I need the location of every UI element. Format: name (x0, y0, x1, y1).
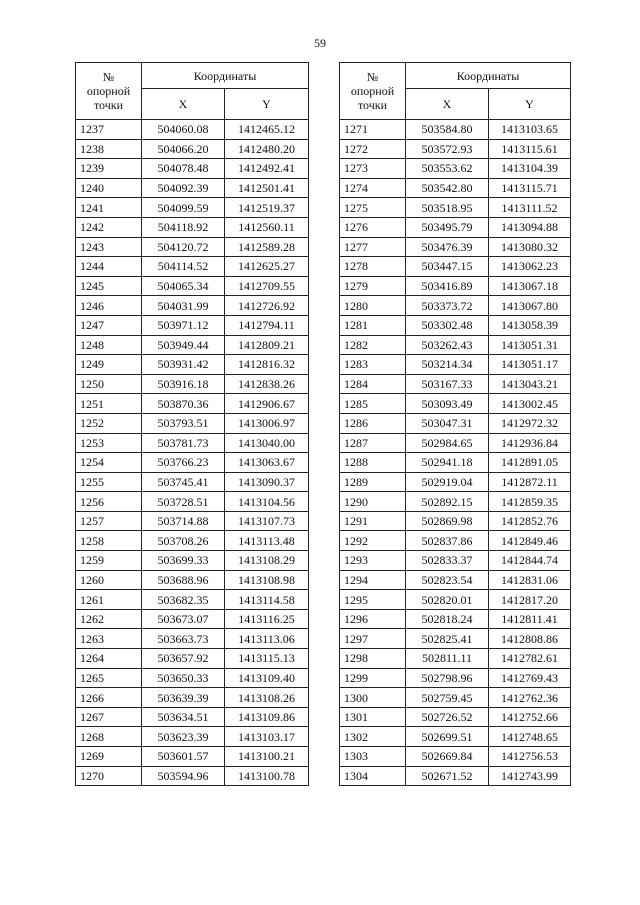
header-numero-sign: № (366, 70, 379, 84)
table-row (340, 511, 571, 531)
point-number-cell: 1292 (340, 531, 406, 551)
y-coordinate-cell: 1412782.61 (489, 649, 571, 669)
y-coordinate-cell: 1412560.11 (225, 217, 309, 237)
table-row (76, 394, 309, 414)
x-header: X (406, 89, 489, 120)
x-coordinate-cell: 502825.41 (406, 629, 489, 649)
y-coordinate-cell: 1413067.18 (489, 276, 571, 296)
x-coordinate-cell: 503495.79 (406, 217, 489, 237)
table-row (340, 707, 571, 727)
x-coordinate-cell: 502892.15 (406, 492, 489, 512)
header-opornoy: опорной (86, 84, 131, 98)
table-row (76, 237, 309, 257)
y-coordinate-cell: 1412852.76 (489, 511, 571, 531)
x-coordinate-cell: 503214.34 (406, 355, 489, 375)
table-row (340, 727, 571, 747)
table-row (340, 355, 571, 375)
table-row (340, 217, 571, 237)
point-number-cell: 1296 (340, 609, 406, 629)
y-header: Y (489, 89, 571, 120)
y-coordinate-cell: 1413107.73 (225, 511, 309, 531)
point-number-cell: 1289 (340, 472, 406, 492)
point-number-cell: 1271 (340, 120, 406, 140)
point-number-cell: 1281 (340, 315, 406, 335)
y-coordinate-cell: 1412906.67 (225, 394, 309, 414)
point-number-cell: 1293 (340, 551, 406, 571)
point-number-cell: 1288 (340, 453, 406, 473)
y-coordinate-cell: 1413002.45 (489, 394, 571, 414)
y-coordinate-cell: 1413090.37 (225, 472, 309, 492)
table-row (76, 139, 309, 159)
y-coordinate-cell: 1412831.06 (489, 570, 571, 590)
x-coordinate-cell: 502984.65 (406, 433, 489, 453)
y-coordinate-cell: 1413111.52 (489, 198, 571, 218)
y-coordinate-cell: 1413104.56 (225, 492, 309, 512)
x-coordinate-cell: 504099.59 (142, 198, 225, 218)
y-coordinate-cell: 1412709.55 (225, 276, 309, 296)
point-number-cell: 1272 (340, 139, 406, 159)
table-row (340, 198, 571, 218)
point-number-cell: 1295 (340, 590, 406, 610)
point-number-cell: 1240 (76, 178, 142, 198)
y-coordinate-cell: 1413108.98 (225, 570, 309, 590)
point-number-cell: 1298 (340, 649, 406, 669)
table-row (340, 394, 571, 414)
table-row (76, 453, 309, 473)
point-number-cell: 1303 (340, 747, 406, 767)
y-coordinate-cell: 1412811.41 (489, 609, 571, 629)
point-number-cell: 1304 (340, 766, 406, 786)
y-coordinate-cell: 1412809.21 (225, 335, 309, 355)
table-row (340, 590, 571, 610)
table-row (76, 355, 309, 375)
x-coordinate-cell: 502726.52 (406, 707, 489, 727)
x-coordinate-cell: 502833.37 (406, 551, 489, 571)
table-row (340, 531, 571, 551)
y-coordinate-cell: 1412872.11 (489, 472, 571, 492)
x-coordinate-cell: 504114.52 (142, 257, 225, 277)
point-number-cell: 1261 (76, 590, 142, 610)
point-number-cell: 1259 (76, 551, 142, 571)
point-number-cell: 1241 (76, 198, 142, 218)
table-row (76, 217, 309, 237)
x-coordinate-cell: 502699.51 (406, 727, 489, 747)
y-coordinate-cell: 1412838.26 (225, 374, 309, 394)
y-coordinate-cell: 1413040.00 (225, 433, 309, 453)
x-coordinate-cell: 503518.95 (406, 198, 489, 218)
table-row (340, 472, 571, 492)
table-row (340, 120, 571, 140)
point-number-cell: 1266 (76, 688, 142, 708)
y-coordinate-cell: 1413116.25 (225, 609, 309, 629)
point-number-cell: 1242 (76, 217, 142, 237)
table-row (76, 433, 309, 453)
x-coordinate-cell: 503931.42 (142, 355, 225, 375)
table-row (76, 551, 309, 571)
x-coordinate-cell: 502669.84 (406, 747, 489, 767)
y-coordinate-cell: 1413109.40 (225, 668, 309, 688)
y-coordinate-cell: 1413067.80 (489, 296, 571, 316)
y-coordinate-cell: 1413080.32 (489, 237, 571, 257)
y-coordinate-cell: 1413115.71 (489, 178, 571, 198)
point-number-cell: 1302 (340, 727, 406, 747)
point-number-cell: 1252 (76, 413, 142, 433)
x-coordinate-cell: 503167.33 (406, 374, 489, 394)
y-coordinate-cell: 1413113.48 (225, 531, 309, 551)
y-coordinate-cell: 1412859.35 (489, 492, 571, 512)
x-coordinate-cell: 502818.24 (406, 609, 489, 629)
y-coordinate-cell: 1412794.11 (225, 315, 309, 335)
table-row (76, 629, 309, 649)
table-row (340, 374, 571, 394)
x-coordinate-cell: 504065.34 (142, 276, 225, 296)
x-coordinate-cell: 503650.33 (142, 668, 225, 688)
point-number-cell: 1256 (76, 492, 142, 512)
table-row (76, 531, 309, 551)
y-coordinate-cell: 1413104.39 (489, 159, 571, 179)
x-coordinate-cell: 502759.45 (406, 688, 489, 708)
table-row (76, 257, 309, 277)
x-coordinate-cell: 503639.39 (142, 688, 225, 708)
y-coordinate-cell: 1413113.06 (225, 629, 309, 649)
y-coordinate-cell: 1413109.86 (225, 707, 309, 727)
point-number-cell: 1283 (340, 355, 406, 375)
y-header: Y (225, 89, 309, 120)
table-row (340, 433, 571, 453)
x-coordinate-cell: 503916.18 (142, 374, 225, 394)
table-row (340, 159, 571, 179)
table-row (76, 159, 309, 179)
x-coordinate-cell: 503728.51 (142, 492, 225, 512)
y-coordinate-cell: 1413115.61 (489, 139, 571, 159)
point-number-cell: 1294 (340, 570, 406, 590)
x-coordinate-cell: 504078.48 (142, 159, 225, 179)
x-coordinate-cell: 502671.52 (406, 766, 489, 786)
point-number-header (340, 63, 406, 120)
table-row (76, 727, 309, 747)
y-coordinate-cell: 1412972.32 (489, 413, 571, 433)
y-coordinate-cell: 1413051.31 (489, 335, 571, 355)
x-coordinate-cell: 503584.80 (406, 120, 489, 140)
y-coordinate-cell: 1413114.58 (225, 590, 309, 610)
y-coordinate-cell: 1413103.17 (225, 727, 309, 747)
table-row (340, 413, 571, 433)
point-number-cell: 1243 (76, 237, 142, 257)
x-coordinate-cell: 503416.89 (406, 276, 489, 296)
table-row (76, 472, 309, 492)
x-coordinate-cell: 504060.08 (142, 120, 225, 140)
point-number-cell: 1273 (340, 159, 406, 179)
table-body-right (340, 120, 571, 786)
table-row (340, 766, 571, 786)
y-coordinate-cell: 1412891.05 (489, 453, 571, 473)
point-number-cell: 1269 (76, 747, 142, 767)
x-coordinate-cell: 503601.57 (142, 747, 225, 767)
table-row (340, 492, 571, 512)
y-coordinate-cell: 1412762.36 (489, 688, 571, 708)
y-coordinate-cell: 1412625.27 (225, 257, 309, 277)
y-coordinate-cell: 1412808.86 (489, 629, 571, 649)
table-row (340, 453, 571, 473)
table-body-left (76, 120, 309, 786)
page-number: 59 (314, 36, 326, 50)
table-row (340, 335, 571, 355)
y-coordinate-cell: 1413006.97 (225, 413, 309, 433)
table-row (76, 590, 309, 610)
table-row (340, 139, 571, 159)
point-number-cell: 1239 (76, 159, 142, 179)
point-number-cell: 1246 (76, 296, 142, 316)
y-coordinate-cell: 1412748.65 (489, 727, 571, 747)
header-opornoy: опорной (350, 84, 395, 98)
table-row (340, 237, 571, 257)
table-row (76, 649, 309, 669)
x-coordinate-cell: 503093.49 (406, 394, 489, 414)
table-row (76, 413, 309, 433)
y-coordinate-cell: 1413103.65 (489, 120, 571, 140)
point-number-cell: 1282 (340, 335, 406, 355)
x-header: X (142, 89, 225, 120)
x-coordinate-cell: 503949.44 (142, 335, 225, 355)
point-number-cell: 1275 (340, 198, 406, 218)
table-row (76, 296, 309, 316)
y-coordinate-cell: 1413100.78 (225, 766, 309, 786)
point-number-cell: 1280 (340, 296, 406, 316)
point-number-cell: 1276 (340, 217, 406, 237)
table-row (340, 747, 571, 767)
table-row (76, 707, 309, 727)
point-number-cell: 1270 (76, 766, 142, 786)
point-number-cell: 1248 (76, 335, 142, 355)
point-number-cell: 1258 (76, 531, 142, 551)
point-number-cell: 1263 (76, 629, 142, 649)
x-coordinate-cell: 502837.86 (406, 531, 489, 551)
x-coordinate-cell: 503781.73 (142, 433, 225, 453)
point-number-cell: 1262 (76, 609, 142, 629)
x-coordinate-cell: 503793.51 (142, 413, 225, 433)
x-coordinate-cell: 503663.73 (142, 629, 225, 649)
x-coordinate-cell: 503634.51 (142, 707, 225, 727)
point-number-cell: 1265 (76, 668, 142, 688)
table-row (76, 492, 309, 512)
y-coordinate-cell: 1413108.29 (225, 551, 309, 571)
point-number-cell: 1284 (340, 374, 406, 394)
point-number-cell: 1290 (340, 492, 406, 512)
point-number-cell: 1268 (76, 727, 142, 747)
x-coordinate-cell: 503657.92 (142, 649, 225, 669)
y-coordinate-cell: 1412480.20 (225, 139, 309, 159)
point-number-cell: 1247 (76, 315, 142, 335)
point-number-cell: 1267 (76, 707, 142, 727)
header-numero-sign: № (102, 70, 115, 84)
coordinates-table-right (339, 62, 571, 786)
y-coordinate-cell: 1412589.28 (225, 237, 309, 257)
table-row (340, 688, 571, 708)
point-number-cell: 1260 (76, 570, 142, 590)
y-coordinate-cell: 1413115.13 (225, 649, 309, 669)
table-row (76, 276, 309, 296)
table-row (76, 668, 309, 688)
y-coordinate-cell: 1412849.46 (489, 531, 571, 551)
x-coordinate-cell: 502798.96 (406, 668, 489, 688)
point-number-cell: 1300 (340, 688, 406, 708)
point-number-cell: 1249 (76, 355, 142, 375)
point-number-cell: 1254 (76, 453, 142, 473)
header-tochki: точки (357, 98, 388, 112)
x-coordinate-cell: 504120.72 (142, 237, 225, 257)
point-number-cell: 1278 (340, 257, 406, 277)
table-row (340, 609, 571, 629)
x-coordinate-cell: 502869.98 (406, 511, 489, 531)
x-coordinate-cell: 503745.41 (142, 472, 225, 492)
table-row (340, 629, 571, 649)
x-coordinate-cell: 503553.62 (406, 159, 489, 179)
y-coordinate-cell: 1412936.84 (489, 433, 571, 453)
x-coordinate-cell: 503302.48 (406, 315, 489, 335)
point-number-cell: 1279 (340, 276, 406, 296)
point-number-cell: 1237 (76, 120, 142, 140)
table-row (340, 315, 571, 335)
table-row (340, 257, 571, 277)
x-coordinate-cell: 502919.04 (406, 472, 489, 492)
table-row (76, 747, 309, 767)
x-coordinate-cell: 503708.26 (142, 531, 225, 551)
x-coordinate-cell: 503870.36 (142, 394, 225, 414)
x-coordinate-cell: 503447.15 (406, 257, 489, 277)
point-number-cell: 1286 (340, 413, 406, 433)
y-coordinate-cell: 1413063.67 (225, 453, 309, 473)
table-row (76, 198, 309, 218)
y-coordinate-cell: 1412844.74 (489, 551, 571, 571)
y-coordinate-cell: 1412465.12 (225, 120, 309, 140)
point-number-cell: 1253 (76, 433, 142, 453)
point-number-cell: 1238 (76, 139, 142, 159)
y-coordinate-cell: 1412769.43 (489, 668, 571, 688)
x-coordinate-cell: 503682.35 (142, 590, 225, 610)
table-row (340, 668, 571, 688)
point-number-cell: 1251 (76, 394, 142, 414)
x-coordinate-cell: 504092.39 (142, 178, 225, 198)
point-number-header (76, 63, 142, 120)
table-row (340, 649, 571, 669)
x-coordinate-cell: 503542.80 (406, 178, 489, 198)
table-row (340, 276, 571, 296)
x-coordinate-cell: 503373.72 (406, 296, 489, 316)
x-coordinate-cell: 503047.31 (406, 413, 489, 433)
y-coordinate-cell: 1412743.99 (489, 766, 571, 786)
table-row (76, 766, 309, 786)
y-coordinate-cell: 1413058.39 (489, 315, 571, 335)
coordinates-table-left (75, 62, 309, 786)
table-row (340, 296, 571, 316)
x-coordinate-cell: 503476.39 (406, 237, 489, 257)
table-row (76, 374, 309, 394)
table-row (76, 511, 309, 531)
point-number-cell: 1274 (340, 178, 406, 198)
point-number-cell: 1264 (76, 649, 142, 669)
table-row (340, 551, 571, 571)
table-row (76, 609, 309, 629)
table-row (76, 120, 309, 140)
x-coordinate-cell: 503594.96 (142, 766, 225, 786)
y-coordinate-cell: 1413100.21 (225, 747, 309, 767)
y-coordinate-cell: 1412816.32 (225, 355, 309, 375)
x-coordinate-cell: 502820.01 (406, 590, 489, 610)
table-row (76, 335, 309, 355)
table-row (340, 178, 571, 198)
x-coordinate-cell: 503572.93 (406, 139, 489, 159)
y-coordinate-cell: 1413094.88 (489, 217, 571, 237)
y-coordinate-cell: 1412501.41 (225, 178, 309, 198)
y-coordinate-cell: 1412519.37 (225, 198, 309, 218)
table-row (76, 315, 309, 335)
y-coordinate-cell: 1412492.41 (225, 159, 309, 179)
point-number-cell: 1257 (76, 511, 142, 531)
point-number-cell: 1291 (340, 511, 406, 531)
point-number-cell: 1299 (340, 668, 406, 688)
point-number-cell: 1277 (340, 237, 406, 257)
x-coordinate-cell: 503623.39 (142, 727, 225, 747)
x-coordinate-cell: 504031.99 (142, 296, 225, 316)
point-number-cell: 1297 (340, 629, 406, 649)
point-number-cell: 1285 (340, 394, 406, 414)
table-row (76, 570, 309, 590)
y-coordinate-cell: 1412817.20 (489, 590, 571, 610)
point-number-cell: 1255 (76, 472, 142, 492)
y-coordinate-cell: 1413043.21 (489, 374, 571, 394)
point-number-cell: 1250 (76, 374, 142, 394)
point-number-cell: 1244 (76, 257, 142, 277)
x-coordinate-cell: 503699.33 (142, 551, 225, 571)
y-coordinate-cell: 1413062.23 (489, 257, 571, 277)
y-coordinate-cell: 1412726.92 (225, 296, 309, 316)
x-coordinate-cell: 503262.43 (406, 335, 489, 355)
point-number-cell: 1245 (76, 276, 142, 296)
x-coordinate-cell: 504066.20 (142, 139, 225, 159)
y-coordinate-cell: 1413051.17 (489, 355, 571, 375)
point-number-cell: 1287 (340, 433, 406, 453)
coordinates-header: Координаты (406, 63, 571, 89)
x-coordinate-cell: 503673.07 (142, 609, 225, 629)
coordinates-header: Координаты (142, 63, 309, 89)
table-row (76, 178, 309, 198)
point-number-cell: 1301 (340, 707, 406, 727)
x-coordinate-cell: 502811.11 (406, 649, 489, 669)
y-coordinate-cell: 1412752.66 (489, 707, 571, 727)
x-coordinate-cell: 503688.96 (142, 570, 225, 590)
table-row (76, 688, 309, 708)
x-coordinate-cell: 502941.18 (406, 453, 489, 473)
header-tochki: точки (93, 98, 124, 112)
x-coordinate-cell: 504118.92 (142, 217, 225, 237)
y-coordinate-cell: 1412756.53 (489, 747, 571, 767)
y-coordinate-cell: 1413108.26 (225, 688, 309, 708)
x-coordinate-cell: 503714.88 (142, 511, 225, 531)
table-row (340, 570, 571, 590)
x-coordinate-cell: 502823.54 (406, 570, 489, 590)
x-coordinate-cell: 503971.12 (142, 315, 225, 335)
x-coordinate-cell: 503766.23 (142, 453, 225, 473)
